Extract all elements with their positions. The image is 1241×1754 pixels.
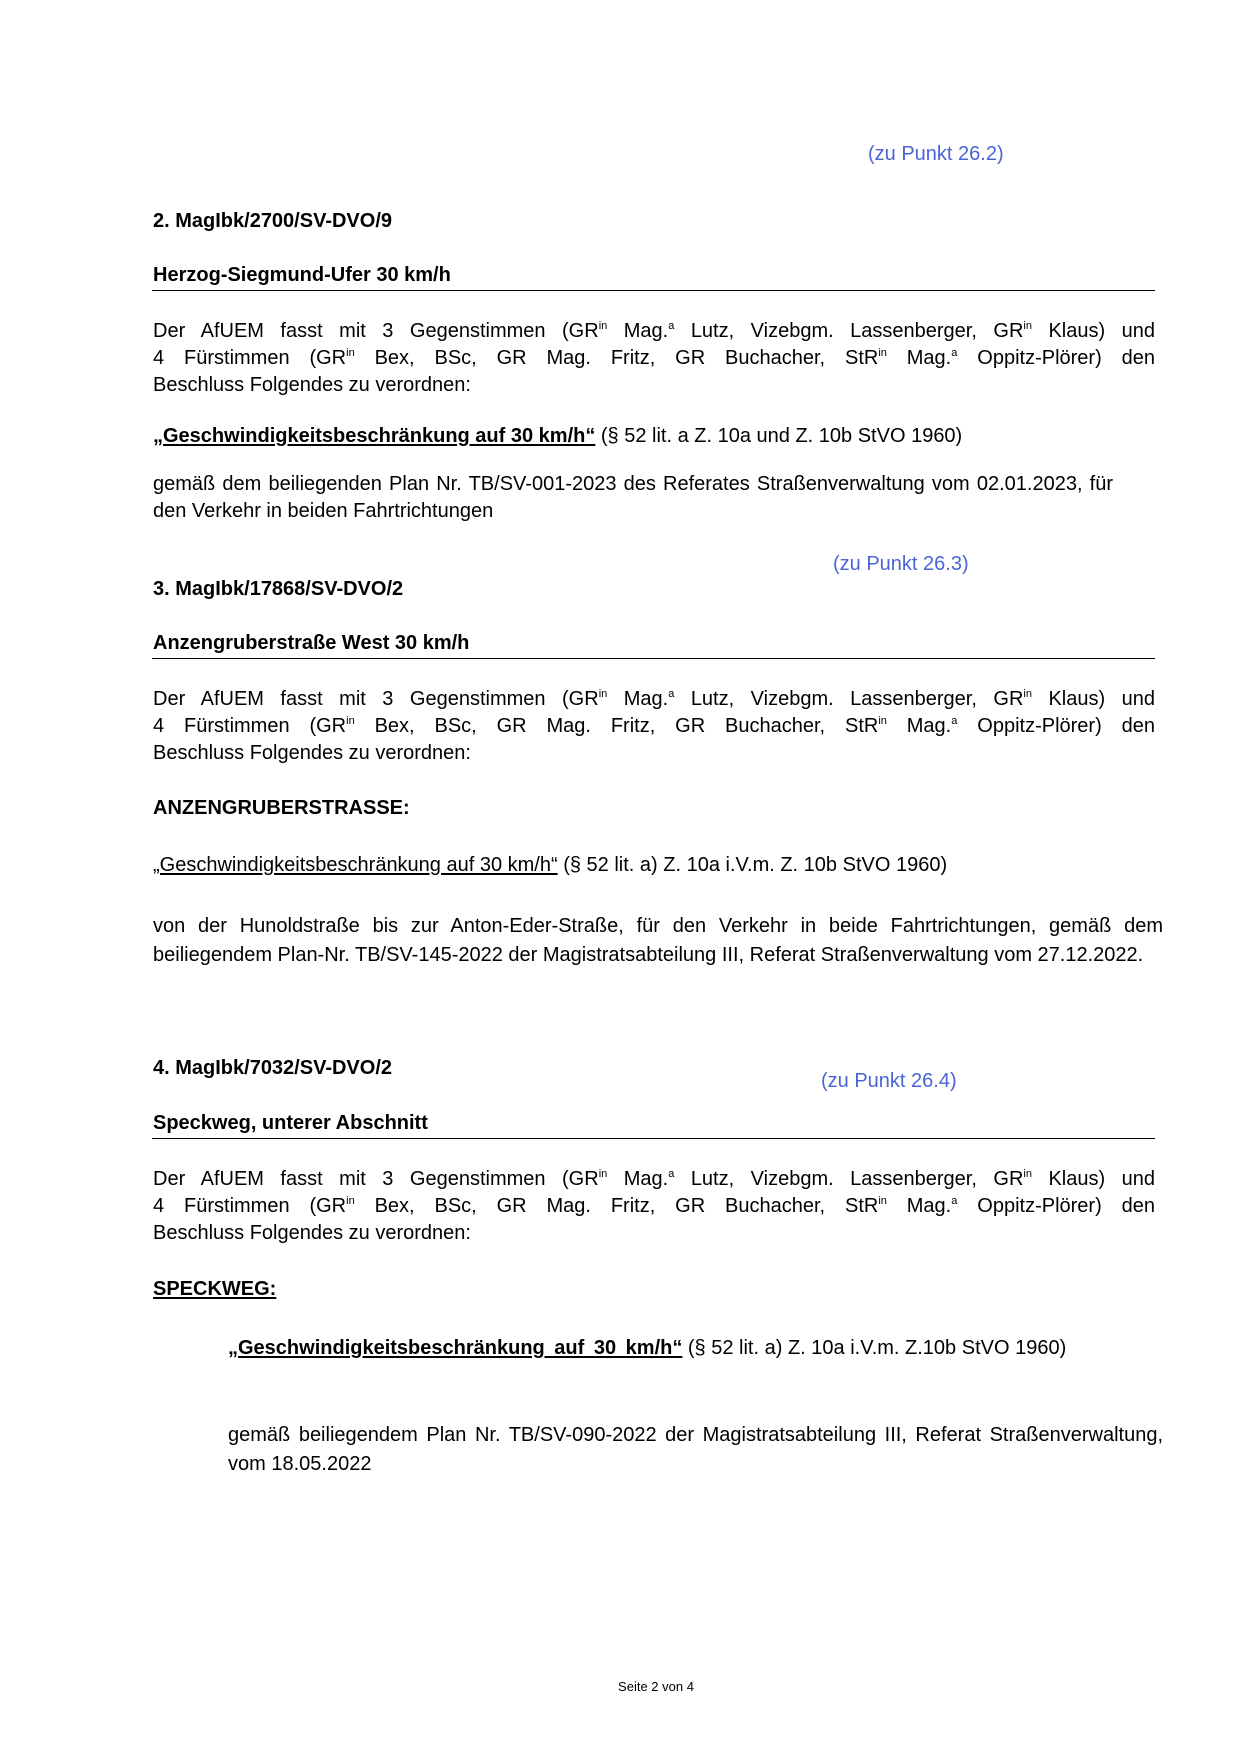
vote-line-1: Der AfUEM fasst mit 3 Gegenstimmen ($GR^{in}$ Mag.$^a$ Lutz, Vizebgm. Lassenberger, $GR^{in}$ Klaus) und: [153, 1168, 1155, 1190]
section-4-vote-text: [153, 1166, 1155, 1247]
section-4-title-rule: [152, 1138, 1155, 1139]
page-footer: Seite 2 von 4: [618, 1679, 694, 1694]
vote-line-3: Beschluss Folgendes zu verordnen:: [153, 742, 471, 764]
section-3-restriction-label: „Geschwindigkeitsbeschränkung auf 30 km/h“: [153, 854, 558, 876]
section-4-detail: gemäß beiliegendem Plan Nr. TB/SV-090-2022 der Magistratsabteilung III, Referat Straßenverwaltung, vom 18.05.2022: [228, 1424, 1163, 1475]
section-3-restriction-law: (§ 52 lit. a) Z. 10a i.V.m. Z. 10b StVO 1960): [557, 854, 948, 876]
section-4-restriction: [228, 1334, 1163, 1362]
section-3-vote-text: [153, 686, 1155, 767]
section-4-reference: (zu Punkt 26.4): [821, 1070, 957, 1092]
section-2-title-rule: [152, 290, 1155, 291]
vote-line-2: 4 Fürstimmen ($GR^{in}$ Bex, BSc, GR Mag. Fritz, GR Buchacher, StR$^{in}$ Mag.$^a$ Oppitz-Plörer) den: [153, 1195, 1155, 1217]
section-4-restriction-label: „Geschwindigkeitsbeschränkung auf 30 km/h“: [228, 1337, 683, 1359]
section-4-street: SPECKWEG:: [153, 1278, 277, 1300]
section-2-vote-text: [153, 318, 1155, 399]
section-2-number: 2. MagIbk/2700/SV-DVO/9: [153, 210, 392, 232]
section-4-number: 4. MagIbk/7032/SV-DVO/2: [153, 1057, 392, 1079]
section-2-reference: (zu Punkt 26.2): [868, 143, 1004, 165]
section-4-restriction-law: (§ 52 lit. a) Z. 10a i.V.m. Z.10b StVO 1960): [682, 1337, 1067, 1359]
section-2-restriction: [153, 425, 1155, 448]
section-2-restriction-law: (§ 52 lit. a Z. 10a und Z. 10b StVO 1960): [595, 425, 963, 447]
section-3-number: 3. MagIbk/17868/SV-DVO/2: [153, 578, 404, 600]
vote-line-2: 4 Fürstimmen ($GR^{in}$ Bex, BSc, GR Mag. Fritz, GR Buchacher, StR$^{in}$ Mag.$^a$ Oppitz-Plörer) den: [153, 715, 1155, 737]
vote-line-3: Beschluss Folgendes zu verordnen:: [153, 1222, 471, 1244]
section-4-title: Speckweg, unterer Abschnitt: [153, 1112, 428, 1134]
vote-line-2: 4 Fürstimmen ($GR^{in}$ Bex, BSc, GR Mag. Fritz, GR Buchacher, StR$^{in}$ Mag.$^a$ Oppitz-Plörer) den: [153, 347, 1155, 369]
vote-line-1: Der AfUEM fasst mit 3 Gegenstimmen ($GR^{in}$ Mag.$^a$ Lutz, Vizebgm. Lassenberger, $GR^{in}$ Klaus) und: [153, 688, 1155, 710]
section-3-reference: (zu Punkt 26.3): [833, 553, 969, 575]
section-3-title-rule: [152, 658, 1155, 659]
section-3-restriction: [153, 854, 1155, 877]
vote-line-3: Beschluss Folgendes zu verordnen:: [153, 374, 471, 396]
section-3-detail: von der Hunoldstraße bis zur Anton-Eder-Straße, für den Verkehr in beide Fahrtrichtungen, gemäß dem beiliegendem Plan-Nr. TB/SV-145-2022 der Magistratsabteilung III, Referat Straßenverwaltung vom 27.12.2022.: [153, 915, 1163, 966]
section-2-title: Herzog-Siegmund-Ufer 30 km/h: [153, 264, 451, 286]
vote-line-1: Der AfUEM fasst mit 3 Gegenstimmen ($GR^{in}$ Mag.$^a$ Lutz, Vizebgm. Lassenberger, $GR^{in}$ Klaus) und: [153, 320, 1155, 342]
section-2-detail: gemäß dem beiliegenden Plan Nr. TB/SV-001-2023 des Referates Straßenverwaltung vom 02.01.2023, für den Verkehr in beiden Fahrtrichtungen: [153, 473, 1113, 522]
section-3-street: ANZENGRUBERSTRASSE:: [153, 797, 410, 819]
section-3-title: Anzengruberstraße West 30 km/h: [153, 632, 470, 654]
section-2-restriction-label: „Geschwindigkeitsbeschränkung auf 30 km/h“: [153, 425, 596, 447]
